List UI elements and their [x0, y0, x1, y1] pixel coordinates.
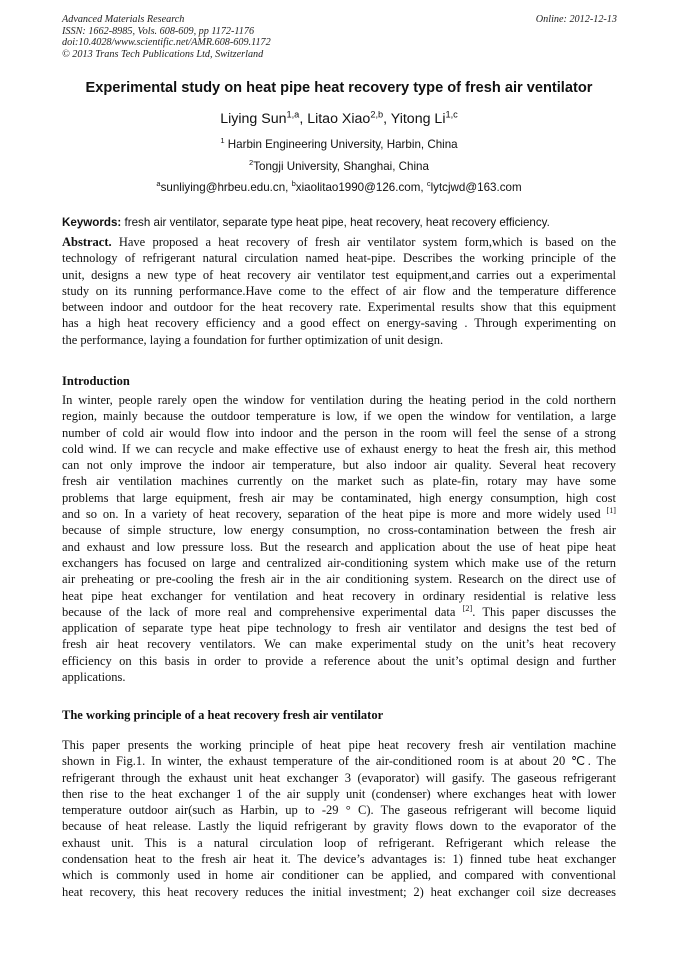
working-line: refrigerant through the exhaust unit heat exchanger 3 (evaporator) will gasify. The gaseous refrigerant [62, 770, 616, 785]
journal-name: Advanced Materials Research [62, 14, 185, 25]
intro-line: problems that large equipment, fresh air may be contaminated, high energy consumption, high cost [62, 490, 616, 505]
author-name: Litao Xiao [307, 111, 371, 127]
keywords-label: Keywords: [62, 216, 122, 229]
author-list [40, 111, 638, 127]
intro-line: number of cold air would flow into indoor and the person in the room will feel the sense of a strong [62, 425, 616, 440]
working-line: heat recovery, this heat recovery reduces the initial investment; 2) heat exchanger coil size decreases [62, 884, 616, 899]
intro-line: cold wind. If we can recycle and make effective use of exhaust energy to heat the fresh air, this method [62, 441, 616, 456]
intro-line-text: and so on. In a variety of heat recovery, separation of the heat pipe is more and more widely used [62, 507, 601, 522]
intro-line: and exhaust and low pressure loss. But the research and application about the use of heat pipe heat [62, 539, 616, 554]
working-line: exhaust unit. This is a natural circulation loop of refrigerant. Refrigerant which release the [62, 835, 616, 850]
copyright-line: © 2013 Trans Tech Publications Ltd, Switzerland [62, 48, 264, 60]
email-sup: b [291, 179, 296, 189]
working-line: condensation heat to the fresh air heat it. The device’s advantages is: 1) finned tube heat exchanger [62, 852, 616, 867]
intro-line-text: . This paper discusses the [472, 604, 616, 619]
affiliation-sup: 2 [249, 158, 254, 168]
intro-line: In winter, people rarely open the window for ventilation during the heating period in the cold northern [62, 393, 616, 407]
working-line: This paper presents the working principle of heat pipe heat recovery fresh air ventilation machine [62, 738, 616, 752]
intro-line: heat pipe heat exchanger for ventilation and heat recovery in ordinary residential is relative less [62, 588, 616, 603]
abstract-line: has a high heat recovery efficiency and a good effect on energy-saving . Through experimenting on [62, 316, 616, 331]
citation-2: [2] [462, 603, 473, 613]
intro-line: air preheating or pre-cooling the fresh air in the air conditioning system. Research on the direct use of [62, 572, 616, 587]
intro-line: applications. [62, 670, 126, 685]
introduction-heading: Introduction [62, 374, 130, 388]
abstract-line [62, 234, 616, 250]
email-sup: a [156, 179, 161, 189]
author-sup: 1,c [445, 109, 458, 120]
issn-line: ISSN: 1662-8985, Vols. 608-609, pp 1172-1176 [62, 25, 255, 37]
email-sup: c [426, 179, 431, 189]
author-sup: 1,a [286, 109, 300, 120]
doi-line[interactable]: doi:10.4028/www.scientific.net/AMR.608-609.1172 [62, 37, 271, 49]
intro-line: fresh air heat recovery ventilators. We can make experimental study on the unit’s heat recovery [62, 637, 616, 652]
working-principle-body [62, 737, 616, 900]
intro-line [62, 506, 616, 522]
intro-line: fresh air ventilation machines currently on the market such as plate-fin, rotary may have some [62, 474, 616, 489]
affiliation-sup: 1 [220, 136, 225, 146]
abstract [62, 234, 616, 348]
keywords-line [62, 216, 618, 229]
affiliation-text: Tongji University, Shanghai, China [253, 160, 429, 173]
working-line: then rise to the heat exchanger 1 of the air supply unit (condenser) where exchanges heat with lower [62, 786, 616, 801]
email-text[interactable]: sunliying@hrbeu.edu.cn, [160, 181, 292, 194]
abstract-label: Abstract. [62, 235, 112, 249]
abstract-line: unit, designs a new type of heat recovery air ventilator test equipment,and carries out a experimental [62, 267, 616, 282]
online-date: Online: 2012-12-13 [535, 14, 617, 25]
affiliation-text: Harbin Engineering University, Harbin, China [224, 138, 458, 151]
email-text[interactable]: xiaolitao1990@126.com, [295, 181, 427, 194]
email-list [40, 181, 638, 194]
working-line: which is commonly used in home air conditioner can be applied, and compared with conventional [62, 868, 616, 883]
abstract-line-text: Have proposed a heat recovery of fresh air ventilator system form,which is based on the [111, 235, 616, 249]
affiliation-2 [40, 160, 638, 173]
abstract-line: study on its running performance.Have come to the effect of air flow and the temperature difference [62, 283, 616, 298]
intro-line: because of simple structure, low energy consumption, no cross-contamination between the fresh air [62, 523, 616, 538]
working-line: because of heat release. Lastly the liquid refrigerant by gravity flows down to the evaporator of the [62, 819, 616, 834]
intro-line: application of separate type heat pipe technology to fresh air ventilator and designs the test bed of [62, 621, 616, 636]
intro-line [62, 604, 616, 620]
email-text[interactable]: lytcjwd@163.com [430, 181, 522, 194]
working-line: shown in Fig.1. In winter, the exhaust temperature of the air-conditioned room is at about 20 ℃. The [62, 754, 616, 769]
author-sup: 2,b [370, 109, 384, 120]
affiliation-1 [40, 138, 638, 151]
citation-1: [1] [606, 505, 617, 515]
introduction-body [62, 392, 616, 685]
author-name: Yitong Li [390, 111, 446, 127]
abstract-line: the performance, laying a foundation for further optimization of unit design. [62, 332, 444, 347]
author-separator: , [383, 111, 391, 127]
keywords-text: fresh air ventilator, separate type heat pipe, heat recovery, heat recovery efficiency. [121, 216, 550, 229]
paper-title: Experimental study on heat pipe heat recovery type of fresh air ventilator [85, 80, 593, 96]
author-name: Liying Sun [220, 111, 287, 127]
intro-line: can not only improve the indoor air temperature, but also indoor air quality. Several heat recovery [62, 458, 616, 473]
author-separator: , [299, 111, 308, 127]
intro-line-text: because of the lack of more real and comprehensive experimental data [62, 604, 456, 619]
intro-line: region, mainly because the outdoor temperature is low, if we open the window for ventilation, a large [62, 409, 616, 424]
abstract-line: between indoor and outdoor for the heat recovery rate. Experimental results show that this equipment [62, 300, 616, 315]
working-principle-heading: The working principle of a heat recovery fresh air ventilator [62, 708, 384, 722]
journal-header [62, 14, 617, 60]
working-line: temperature outdoor air(such as Harbin, up to -29 ° C). The gaseous refrigerant will become liquid [62, 803, 616, 818]
abstract-line: technology of refrigerant natural circulation named heat-pipe. Describes the working principle of the [62, 251, 616, 266]
intro-line: efficiency on this basis in order to provide a reference about the unit’s optimal design and further [62, 653, 616, 668]
intro-line: exchangers has focused on large and centralized air-conditioning system which make use of the return [62, 555, 616, 570]
